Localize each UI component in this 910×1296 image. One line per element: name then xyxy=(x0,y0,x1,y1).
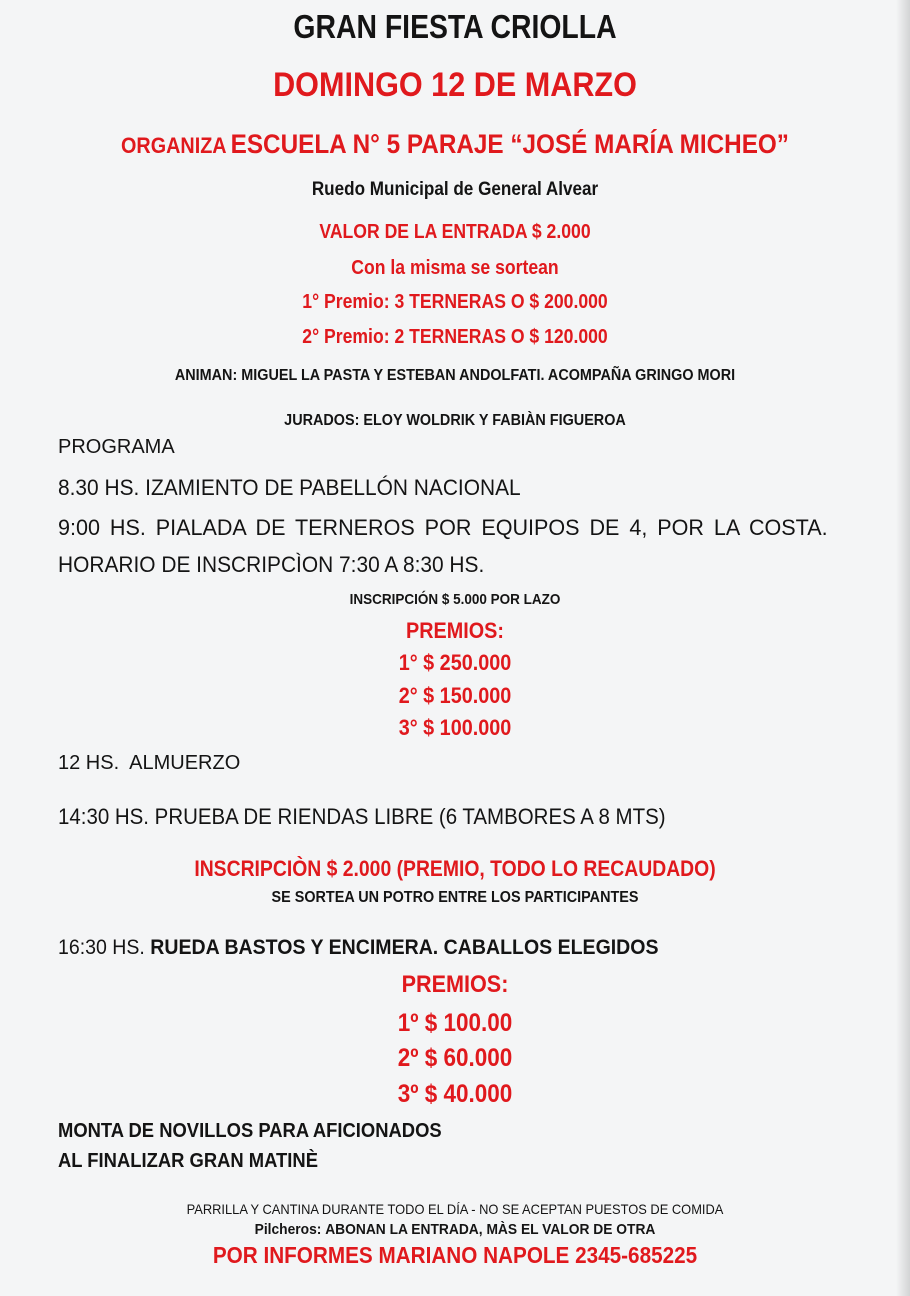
program-item-rueda xyxy=(58,937,659,958)
pialada-prizes-title: PREMIOS: xyxy=(406,618,504,643)
program-item-pialada-registration: HORARIO DE INSCRIPCÌON 7:30 A 8:30 HS. xyxy=(58,552,485,577)
program-item-riendas: 14:30 HS. PRUEBA DE RIENDAS LIBRE (6 TAMBORES A 8 MTS) xyxy=(58,804,666,829)
rueda-text: RUEDA BASTOS Y ENCIMERA. CABALLOS ELEGIDOS xyxy=(150,936,659,959)
pialada-fee: INSCRIPCIÓN $ 5.000 POR LAZO xyxy=(349,591,561,608)
pilcheros-note xyxy=(36,1222,873,1237)
ticket-price: VALOR DE LA ENTRADA $ 2.000 xyxy=(319,221,591,243)
program-item-flag: 8.30 HS. IZAMIENTO DE PABELLÓN NACIONAL xyxy=(58,475,521,500)
program-item-pialada: 9:00 HS. PIALADA DE TERNEROS POR EQUIPOS DE 4, POR LA COSTA. xyxy=(58,515,828,540)
event-title: GRAN FIESTA CRIOLLA xyxy=(293,8,617,45)
program-heading: PROGRAMA xyxy=(58,436,175,458)
raffle-prize-2: 2° Premio: 2 TERNERAS O $ 120.000 xyxy=(302,326,608,348)
organizer-line xyxy=(46,131,865,158)
pialada-prize-2: 2° $ 150.000 xyxy=(398,683,512,708)
paper-edge-shadow xyxy=(896,0,910,1296)
rueda-prizes-title: PREMIOS: xyxy=(401,971,509,998)
organizer-prefix: ORGANIZA xyxy=(121,133,227,158)
raffle-prize-1: 1° Premio: 3 TERNERAS O $ 200.000 xyxy=(302,291,608,313)
pialada-prize-3: 3° $ 100.000 xyxy=(398,715,512,740)
event-date: DOMINGO 12 DE MARZO xyxy=(273,66,637,104)
food-note: PARRILLA Y CANTINA DURANTE TODO EL DÍA - NO SE ACEPTAN PUESTOS DE COMIDA xyxy=(186,1201,724,1217)
extra-matine: AL FINALIZAR GRAN MATINÈ xyxy=(58,1150,318,1172)
rueda-prize-1: 1º $ 100.00 xyxy=(397,1009,513,1037)
extra-novillos: MONTA DE NOVILLOS PARA AFICIONADOS xyxy=(58,1120,442,1142)
organizer-name: ESCUELA N° 5 PARAJE “JOSÉ MARÍA MICHEO” xyxy=(230,129,789,159)
rueda-prize-3: 3º $ 40.000 xyxy=(397,1080,513,1108)
venue: Ruedo Municipal de General Alvear xyxy=(311,179,599,200)
riendas-fee: INSCRIPCIÒN $ 2.000 (PREMIO, TODO LO RECAUDADO) xyxy=(194,856,716,881)
pilcheros-label: Pilcheros: xyxy=(254,1221,322,1238)
rueda-time: 16:30 HS. xyxy=(58,936,145,959)
judges: JURADOS: ELOY WOLDRIK Y FABIÀN FIGUEROA xyxy=(284,412,626,429)
pialada-prize-1: 1° $ 250.000 xyxy=(398,650,512,675)
rueda-prize-2: 2º $ 60.000 xyxy=(397,1044,513,1072)
contact-info: POR INFORMES MARIANO NAPOLE 2345-685225 xyxy=(212,1242,698,1268)
program-item-lunch: 12 HS. ALMUERZO xyxy=(58,752,241,774)
riendas-note: SE SORTEA UN POTRO ENTRE LOS PARTICIPANTES xyxy=(271,889,639,906)
raffle-intro: Con la misma se sortean xyxy=(351,257,559,279)
pilcheros-text: ABONAN LA ENTRADA, MÀS EL VALOR DE OTRA xyxy=(325,1221,656,1238)
hosts: ANIMAN: MIGUEL LA PASTA Y ESTEBAN ANDOLFATI. ACOMPAÑA GRINGO MORI xyxy=(174,367,736,384)
